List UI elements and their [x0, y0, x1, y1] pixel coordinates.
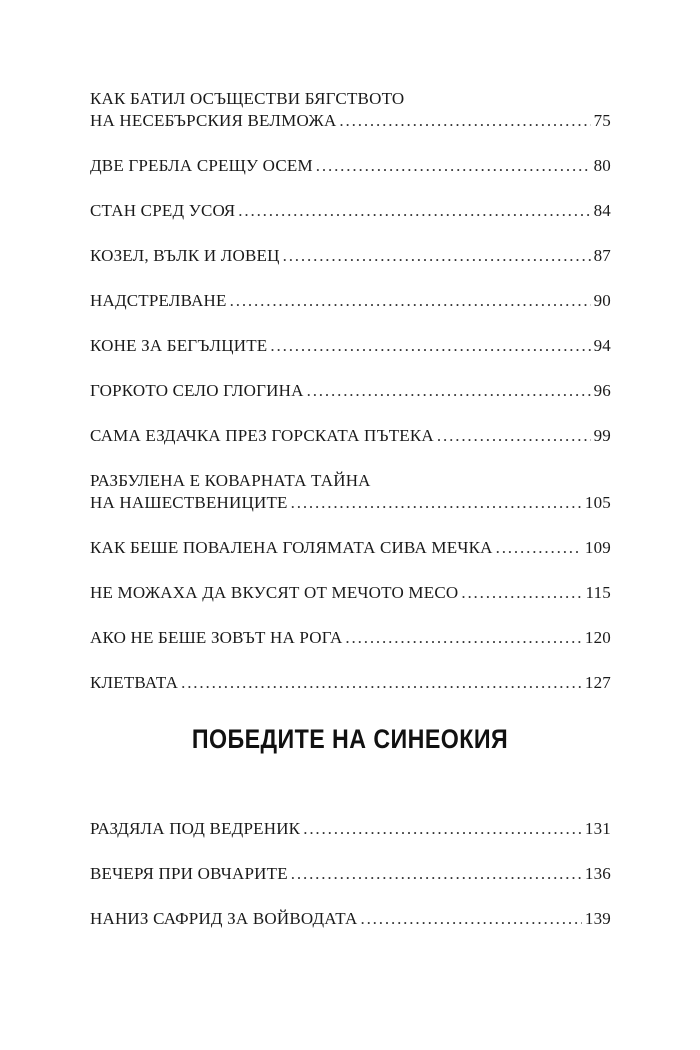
- dot-leader: [230, 290, 591, 312]
- toc-entry-title: НА НЕСЕБЪРСКИЯ ВЕЛМОЖА: [90, 111, 337, 130]
- toc-entry-page: 120: [584, 628, 611, 647]
- dot-leader: [496, 537, 582, 559]
- dot-leader: [316, 155, 591, 177]
- toc-entry-page: 139: [584, 909, 611, 928]
- toc-entry[interactable]: [90, 582, 611, 604]
- toc-entry-title: КАК БЕШЕ ПОВАЛЕНА ГОЛЯМАТА СИВА МЕЧКА: [90, 538, 493, 557]
- dot-leader: [283, 245, 591, 267]
- toc-entry-page: 80: [593, 156, 611, 175]
- toc-entry[interactable]: [90, 818, 611, 840]
- toc-entry-title: СТАН СРЕД УСОЯ: [90, 201, 236, 220]
- toc-entry[interactable]: [90, 380, 611, 402]
- toc-entry-title: ГОРКОТО СЕЛО ГЛОГИНА: [90, 381, 304, 400]
- toc-entry-title: САМА ЕЗДАЧКА ПРЕЗ ГОРСКАТА ПЪТЕКА: [90, 426, 434, 445]
- toc-entry[interactable]: [90, 245, 611, 267]
- section-heading: ПОБЕДИТЕ НА СИНЕОКИЯ: [191, 724, 509, 754]
- toc-entry-title: РАЗДЯЛА ПОД ВЕДРЕНИК: [90, 819, 301, 838]
- toc-entry-page: 105: [584, 493, 611, 512]
- toc-entry[interactable]: [90, 335, 611, 357]
- toc-entry-page: 99: [593, 426, 611, 445]
- toc-entry-page: 136: [584, 864, 611, 883]
- toc-entry-page: 109: [584, 538, 611, 557]
- toc-entry[interactable]: [90, 470, 611, 514]
- toc-entry[interactable]: [90, 425, 611, 447]
- toc-entry-title: ДВЕ ГРЕБЛА СРЕЩУ ОСЕМ: [90, 156, 313, 175]
- dot-leader: [339, 110, 590, 132]
- toc-entry-page: 94: [593, 336, 611, 355]
- toc-entry-page: 90: [593, 291, 611, 310]
- toc-entry[interactable]: [90, 88, 611, 132]
- toc-entry[interactable]: [90, 672, 611, 694]
- dot-leader: [303, 818, 582, 840]
- toc-entry-title: НАНИЗ САФРИД ЗА ВОЙВОДАТА: [90, 909, 358, 928]
- toc-entry-page: 84: [593, 201, 611, 220]
- toc-entry-page: 131: [584, 819, 611, 838]
- toc-entry[interactable]: [90, 200, 611, 222]
- table-of-contents: [90, 88, 611, 717]
- toc-entry[interactable]: [90, 863, 611, 885]
- toc-entry-title: КОЗЕЛ, ВЪЛК И ЛОВЕЦ: [90, 246, 280, 265]
- toc-entry[interactable]: [90, 290, 611, 312]
- toc-entry-title: НА НАШЕСТВЕНИЦИТЕ: [90, 493, 288, 512]
- toc-entry-title: КОНЕ ЗА БЕГЪЛЦИТЕ: [90, 336, 268, 355]
- toc-entry[interactable]: [90, 627, 611, 649]
- toc-entry-title: НАДСТРЕЛВАНЕ: [90, 291, 227, 310]
- dot-leader: [360, 908, 581, 930]
- toc-entry-title: НЕ МОЖАХА ДА ВКУСЯТ ОТ МЕЧОТО МЕСО: [90, 583, 459, 602]
- dot-leader: [238, 200, 590, 222]
- table-of-contents-section: [90, 818, 611, 953]
- toc-entry-page: 115: [585, 583, 611, 602]
- toc-entry-page: 96: [593, 381, 611, 400]
- dot-leader: [437, 425, 591, 447]
- toc-entry[interactable]: [90, 537, 611, 559]
- toc-entry-title: АКО НЕ БЕШЕ ЗОВЪТ НА РОГА: [90, 628, 343, 647]
- dot-leader: [291, 863, 582, 885]
- toc-entry-title-line1: РАЗБУЛЕНА Е КОВАРНАТА ТАЙНА: [90, 471, 371, 490]
- toc-entry-page: 87: [593, 246, 611, 265]
- toc-entry-title: ВЕЧЕРЯ ПРИ ОВЧАРИТЕ: [90, 864, 288, 883]
- toc-entry[interactable]: [90, 155, 611, 177]
- toc-entry-title-line1: КАК БАТИЛ ОСЪЩЕСТВИ БЯГСТВОТО: [90, 89, 405, 108]
- dot-leader: [270, 335, 590, 357]
- toc-entry-title: КЛЕТВАТА: [90, 673, 179, 692]
- dot-leader: [307, 380, 591, 402]
- dot-leader: [181, 672, 582, 694]
- toc-entry-page: 127: [584, 673, 611, 692]
- dot-leader: [461, 582, 582, 604]
- toc-entry[interactable]: [90, 908, 611, 930]
- dot-leader: [291, 492, 582, 514]
- dot-leader: [345, 627, 581, 649]
- toc-entry-page: 75: [593, 111, 611, 130]
